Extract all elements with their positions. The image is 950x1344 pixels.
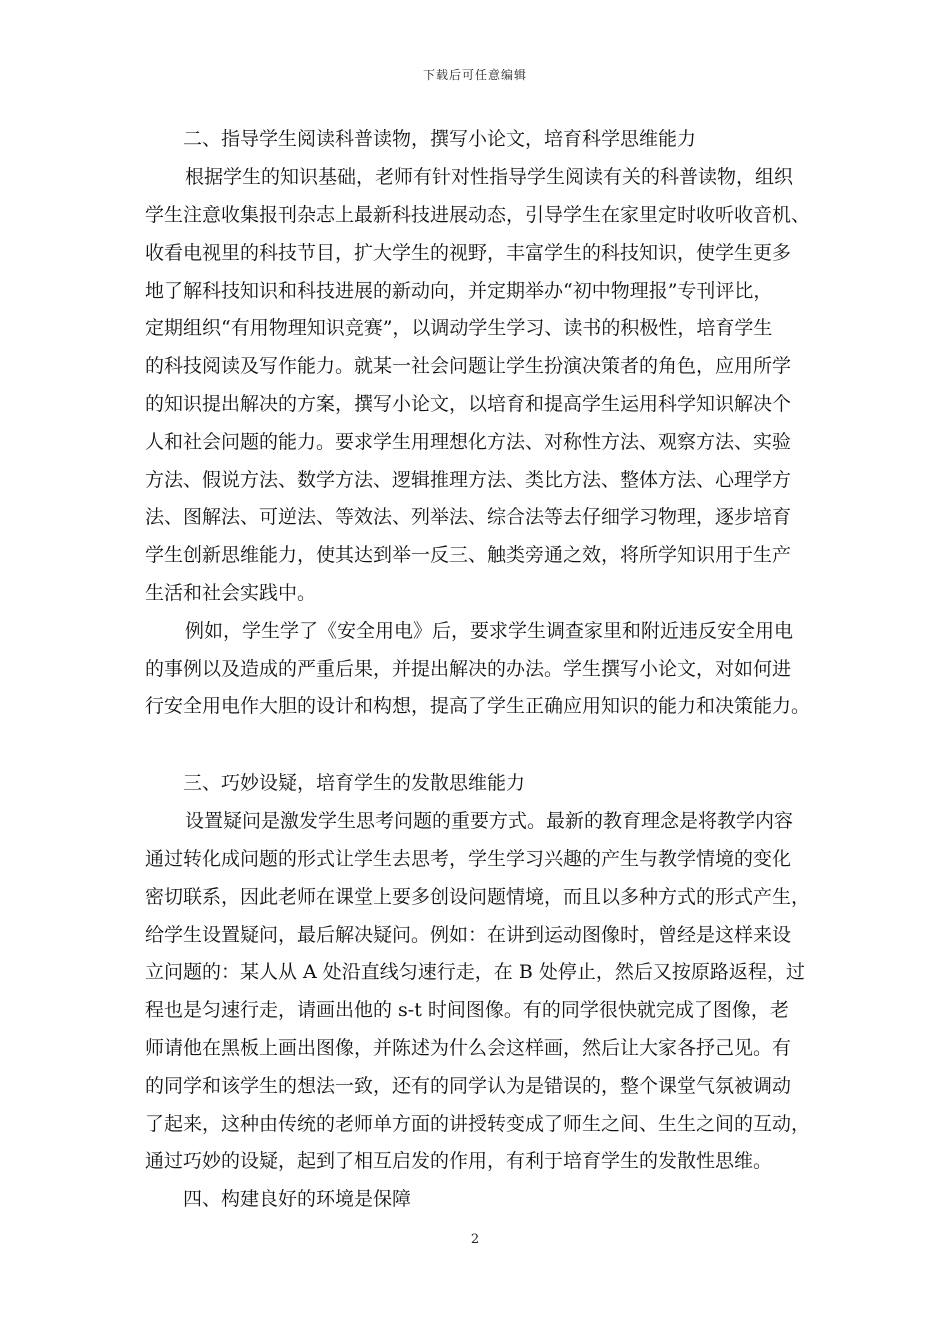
section-heading: 三、巧妙设疑，培育学生的发散思维能力	[183, 772, 526, 794]
paragraph-line: 师请他在黑板上画出图像，并陈述为什么会这样画，然后让大家各抒己见。有	[145, 1037, 792, 1059]
paragraph-line: 地了解科技知识和科技进展的新动向，并定期举办“初中物理报”专刊评比，	[145, 280, 773, 302]
paragraph-line: 例如，学生学了《安全用电》后，要求学生调查家里和附近违反安全用电	[185, 620, 794, 642]
paragraph-line: 的知识提出解决的方案，撰写小论文，以培育和提高学生运用科学知识解决个	[145, 393, 792, 415]
paragraph-line: 生活和社会实践中。	[145, 582, 317, 604]
paragraph-line: 通过巧妙的设疑，起到了相互启发的作用，有利于培育学生的发散性思维。	[145, 1150, 773, 1172]
paragraph-line: 设置疑问是激发学生思考问题的重要方式。最新的教育理念是将教学内容	[185, 810, 794, 832]
paragraph-line: 法、图解法、可逆法、等效法、列举法、综合法等去仔细学习物理，逐步培育	[145, 506, 792, 528]
paragraph-line: 给学生设置疑问，最后解决疑问。例如：在讲到运动图像时，曾经是这样来设	[145, 924, 792, 946]
paragraph-line: 行安全用电作大胆的设计和构想，提高了学生正确应用知识的能力和决策能力。	[145, 695, 811, 717]
paragraph-line: 立问题的：某人从 A 处沿直线匀速行走，在 B 处停止，然后又按原路返程，过	[145, 961, 805, 983]
paragraph-line: 收看电视里的科技节目，扩大学生的视野，丰富学生的科技知识，使学生更多	[145, 242, 792, 264]
paragraph-line: 定期组织“有用物理知识竞赛”，以调动学生学习、读书的积极性，培育学生	[145, 317, 773, 339]
paragraph-line: 人和社会问题的能力。要求学生用理想化方法、对称性方法、观察方法、实验	[145, 431, 792, 453]
paragraph-line: 的科技阅读及写作能力。就某一社会问题让学生扮演决策者的角色，应用所学	[145, 355, 792, 377]
page-number: 2	[470, 1232, 480, 1247]
paragraph-line: 了起来，这种由传统的老师单方面的讲授转变成了师生之间、生生之间的互动，	[145, 1113, 811, 1135]
paragraph-line: 根据学生的知识基础，老师有针对性指导学生阅读有关的科普读物，组织	[185, 166, 794, 188]
paragraph-line: 程也是匀速行走，请画出他的 s-t 时间图像。有的同学很快就完成了图像，老	[145, 999, 789, 1021]
paragraph-line: 学生创新思维能力，使其达到举一反三、触类旁通之效，将所学知识用于生产	[145, 544, 792, 566]
paragraph-line: 的同学和该学生的想法一致，还有的同学认为是错误的，整个课堂气氛被调动	[145, 1075, 792, 1097]
paragraph-line: 通过转化成问题的形式让学生去思考，学生学习兴趣的产生与教学情境的变化	[145, 848, 792, 870]
section-heading: 二、指导学生阅读科普读物，撰写小论文，培育科学思维能力	[183, 128, 697, 150]
paragraph-line: 学生注意收集报刊杂志上最新科技进展动态，引导学生在家里定时收听收音机、	[145, 204, 811, 226]
paragraph-line: 方法、假说方法、数学方法、逻辑推理方法、类比方法、整体方法、心理学方	[145, 469, 792, 491]
paragraph-line: 密切联系，因此老师在课堂上要多创设问题情境，而且以多种方式的形式产生，	[145, 886, 811, 908]
section-heading: 四、构建良好的环境是保障	[183, 1188, 412, 1210]
paragraph-line: 的事例以及造成的严重后果，并提出解决的办法。学生撰写小论文，对如何进	[145, 658, 792, 680]
page-header: 下载后可任意编辑	[422, 68, 527, 82]
